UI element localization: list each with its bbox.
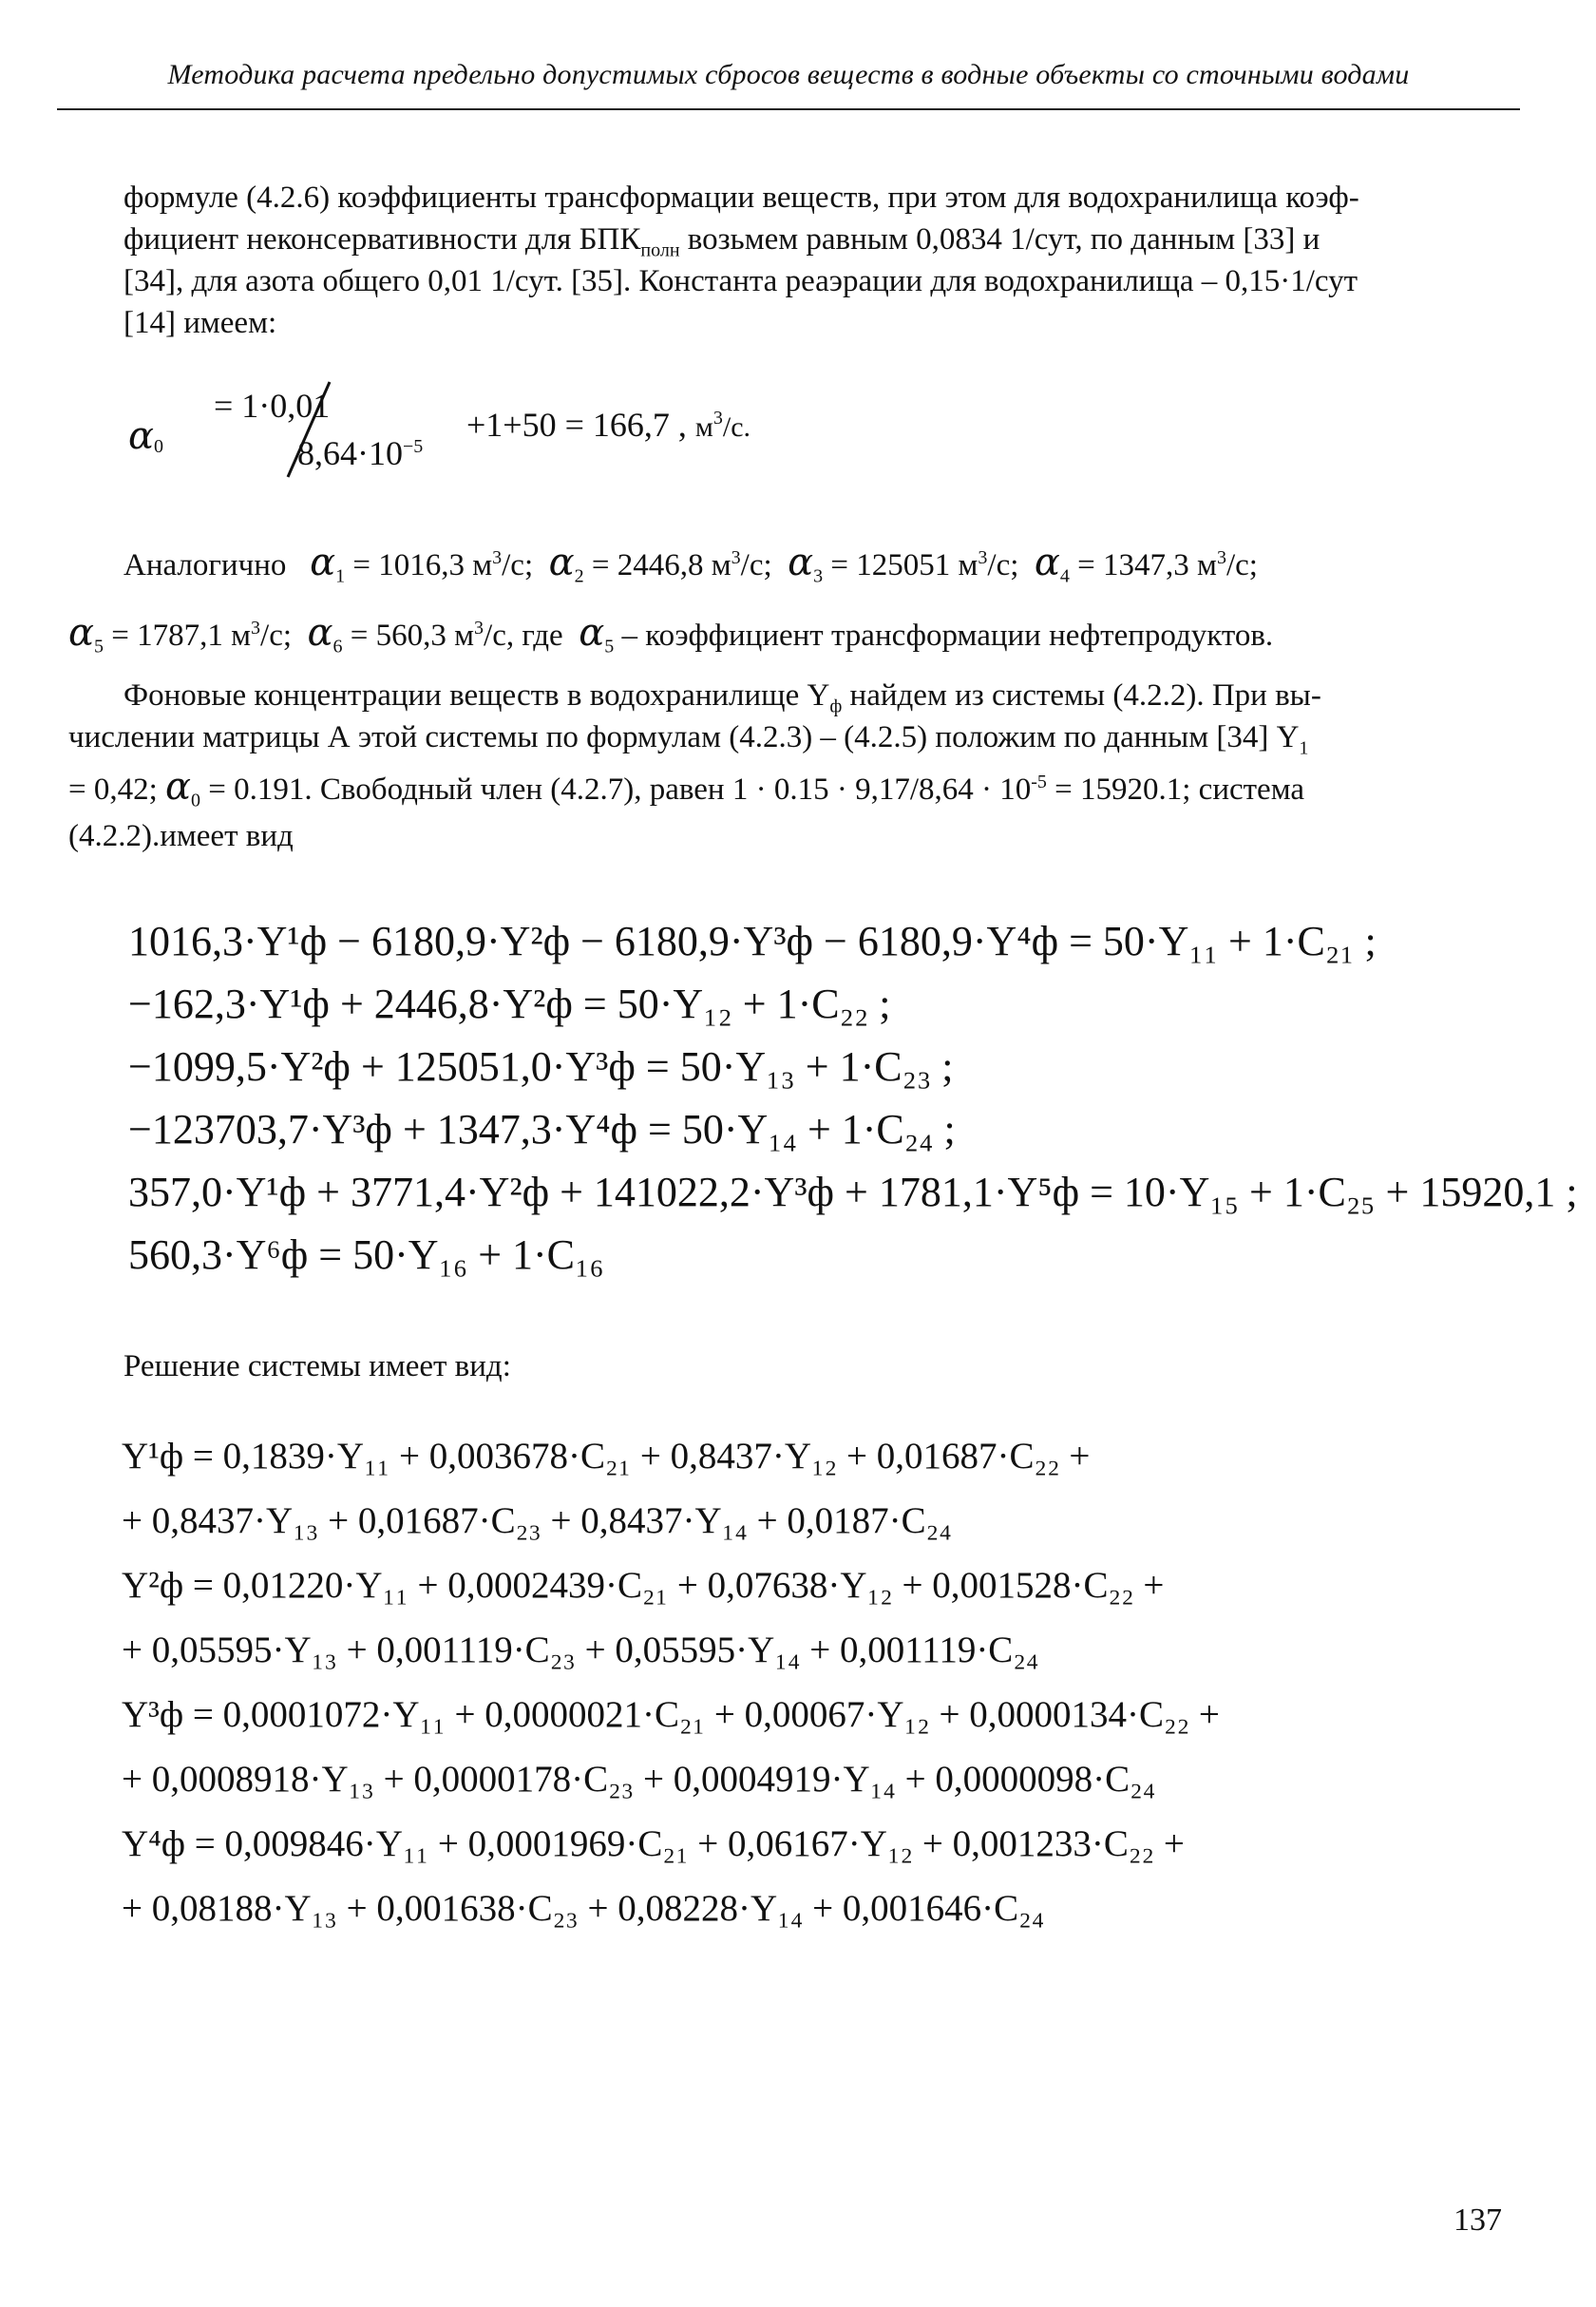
analog-line-2: $\alpha_5 = 1787,1$ $м^3/с$; $\alpha_6 = 560,3$ $м^3/с$, где $\alpha_5$ – коэффициент трансформации нефтепродуктов.	[68, 611, 1274, 658]
solution-line: Y²ф = 0,01220·Y₁₁ + 0,0002439·C₂₁ + 0,07638·Y₁₂ + 0,001528·C₂₂ +	[122, 1565, 1165, 1606]
alpha0-result: +1+50 = 166,7 , $м^3/с$.	[466, 406, 751, 444]
system-equation: −1099,5·Y²ф + 125051,0·Y³ф = 50·Y₁₃ + 1·C₂₃ ;	[128, 1043, 954, 1090]
running-header: Методика расчета предельно допустимых сбросов веществ в водные объекты со сточными водами	[167, 59, 1410, 90]
header-rule	[57, 108, 1520, 110]
intro-line-1: формуле (4.2.6) коэффициенты трансформации веществ, при этом для водохранилища коэф-	[124, 181, 1359, 215]
solution-line: Y³ф = 0,0001072·Y₁₁ + 0,0000021·C₂₁ + 0,00067·Y₁₂ + 0,0000134·C₂₂ +	[122, 1694, 1220, 1735]
solution-line: Y⁴ф = 0,009846·Y₁₁ + 0,0001969·C₂₁ + 0,06167·Y₁₂ + 0,001233·C₂₂ +	[122, 1823, 1185, 1864]
intro-line-2-text: фициент неконсервативности для БПК	[124, 222, 641, 257]
alpha0-numerator: = 1·0,01	[214, 387, 331, 425]
alpha0-denominator: $8,64\cdot 10^{-5}$	[297, 434, 424, 472]
solution-line: Y¹ф = 0,1839·Y₁₁ + 0,003678·C₂₁ + 0,8437·Y₁₂ + 0,01687·C₂₂ +	[122, 1436, 1091, 1477]
system-equation: 560,3·Y⁶ф = 50·Y₁₆ + 1·C₁₆	[128, 1231, 604, 1278]
system-equation: −123703,7·Y³ф + 1347,3·Y⁴ф = 50·Y₁₄ + 1·C₂₄ ;	[128, 1106, 956, 1153]
solution-line: + 0,05595·Y₁₃ + 0,001119·C₂₃ + 0,05595·Y₁₄ + 0,001119·C₂₄	[122, 1630, 1039, 1670]
system-equation: 1016,3·Y¹ф − 6180,9·Y²ф − 6180,9·Y³ф − 6180,9·Y⁴ф = 50·Y₁₁ + 1·C₂₁ ;	[128, 918, 1377, 964]
background-line-4: (4.2.2).имеет вид	[68, 819, 294, 853]
background-line-2: числении матрицы А этой системы по формулам (4.2.3) – (4.2.5) положим по данным [34] $Y_1$	[68, 720, 1309, 759]
intro-line-2	[124, 219, 1320, 260]
intro-line-2-sub: полн	[640, 239, 680, 261]
intro-line-2-rest: возьмем равным 0,0834 1/сут, по данным [33] и	[679, 222, 1320, 257]
background-line-1: Фоновые концентрации веществ в водохранилище $Y_ф$ найдем из системы (4.2.2). При вы-	[124, 678, 1321, 717]
analog-line-1: Аналогично $\alpha_1 = 1016,3$ $м^3/с$; $\alpha_2 = 2446,8$ $м^3/с$; $\alpha_3 = 125051$ $м^3/с$; $\alpha_4 = 1347,3$ $м^3/с$;	[124, 541, 1258, 587]
intro-line-3: [34], для азота общего 0,01 1/сут. [35]. Константа реаэрации для водохранилища – 0,15·1/сут	[124, 264, 1358, 298]
background-line-3: = 0,42; $\alpha_0 = 0.191$. Свободный член (4.2.7), равен $1 \cdot 0.15 \cdot 9,17/8,64 \cdot 10^{-5} = 15920.1$; система	[68, 765, 1305, 811]
solution-line: + 0,0008918·Y₁₃ + 0,0000178·C₂₃ + 0,0004919·Y₁₄ + 0,0000098·C₂₄	[122, 1759, 1156, 1800]
alpha0-symbol: $\alpha_0$	[128, 414, 164, 458]
system-equation: −162,3·Y¹ф + 2446,8·Y²ф = 50·Y₁₂ + 1·C₂₂ ;	[128, 981, 891, 1027]
solution-line: + 0,08188·Y₁₃ + 0,001638·C₂₃ + 0,08228·Y₁₄ + 0,001646·C₂₄	[122, 1888, 1045, 1929]
solution-line: + 0,8437·Y₁₃ + 0,01687·C₂₃ + 0,8437·Y₁₄ + 0,0187·C₂₄	[122, 1500, 952, 1541]
solution-intro: Решение системы имеет вид:	[124, 1349, 511, 1383]
system-equation: 357,0·Y¹ф + 3771,4·Y²ф + 141022,2·Y³ф + 1781,1·Y⁵ф = 10·Y₁₅ + 1·C₂₅ + 15920,1 ;	[128, 1169, 1578, 1215]
intro-line-4: [14] имеем:	[124, 306, 277, 340]
alpha0-formula	[128, 378, 983, 502]
page-number: 137	[1454, 2202, 1502, 2238]
